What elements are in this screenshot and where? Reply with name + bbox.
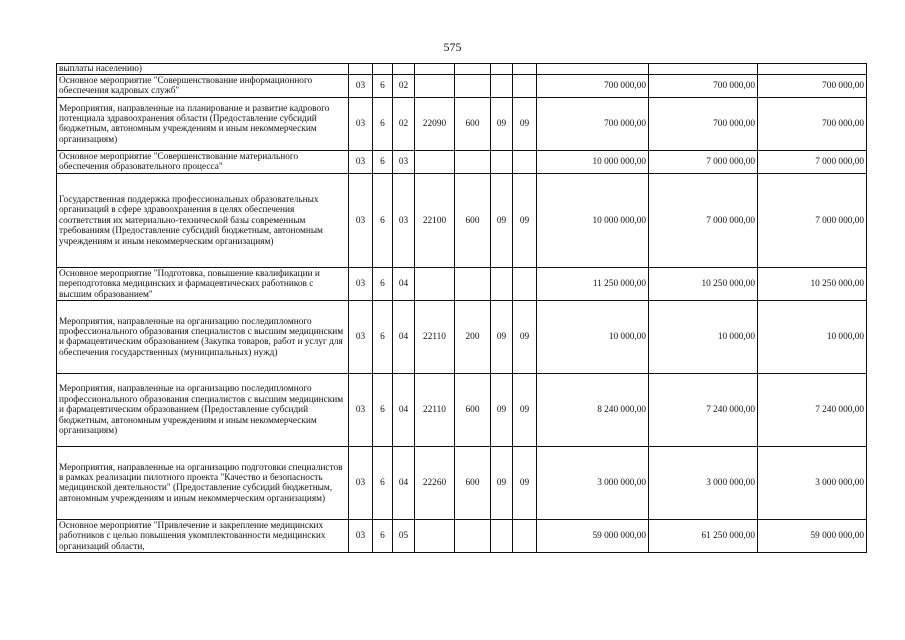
amount-year3-cell: 10 000,00 <box>758 301 867 374</box>
expense-type-cell: 200 <box>455 301 491 374</box>
amount-year3-cell <box>758 64 867 75</box>
direction-code-cell: 22110 <box>415 374 455 447</box>
section-code-cell: 09 <box>491 98 513 151</box>
expense-type-cell: 600 <box>455 374 491 447</box>
table-row <box>57 268 867 301</box>
direction-code-cell: 22110 <box>415 301 455 374</box>
program-code-cell: 03 <box>349 151 373 174</box>
table-row <box>57 64 867 75</box>
activity-code-cell: 05 <box>393 520 415 553</box>
program-code-cell: 03 <box>349 268 373 301</box>
subprogram-code-cell: 6 <box>373 520 393 553</box>
subsection-code-cell <box>513 268 537 301</box>
activity-code-cell: 04 <box>393 301 415 374</box>
subsection-code-cell <box>513 75 537 98</box>
amount-year2-cell <box>649 64 758 75</box>
program-code-cell: 03 <box>349 98 373 151</box>
page-number: 575 <box>443 40 462 54</box>
subsection-code-cell <box>513 64 537 75</box>
amount-year3-cell: 700 000,00 <box>758 98 867 151</box>
amount-year1-cell: 10 000 000,00 <box>537 151 649 174</box>
section-code-cell <box>491 268 513 301</box>
activity-code-cell: 04 <box>393 268 415 301</box>
direction-code-cell: 22090 <box>415 98 455 151</box>
direction-code-cell <box>415 64 455 75</box>
subprogram-code-cell: 6 <box>373 151 393 174</box>
activity-code-cell: 04 <box>393 447 415 520</box>
section-code-cell: 09 <box>491 301 513 374</box>
table-row <box>57 447 867 520</box>
table-row <box>57 301 867 374</box>
subsection-code-cell <box>513 151 537 174</box>
amount-year1-cell: 3 000 000,00 <box>537 447 649 520</box>
direction-code-cell <box>415 151 455 174</box>
table-row <box>57 98 867 151</box>
amount-year2-cell: 61 250 000,00 <box>649 520 758 553</box>
table-row <box>57 374 867 447</box>
amount-year2-cell: 10 250 000,00 <box>649 268 758 301</box>
expense-type-cell: 600 <box>455 98 491 151</box>
amount-year1-cell: 700 000,00 <box>537 75 649 98</box>
expense-type-cell: 600 <box>455 174 491 268</box>
table-row <box>57 520 867 553</box>
program-name-cell: Мероприятия, направленные на планирование и развитие кадрового потенциала здравоохранения области (Предоставление субсидий бюджетным, автономным учреждениям и иным некоммерческим организациям) <box>57 98 349 151</box>
activity-code-cell: 02 <box>393 75 415 98</box>
amount-year1-cell: 10 000,00 <box>537 301 649 374</box>
program-name-cell: Основное мероприятие "Совершенствование информационного обеспечения кадровых служб" <box>57 75 349 98</box>
program-name-cell: Основное мероприятие "Совершенствование материального обеспечения образовательного процесса" <box>57 151 349 174</box>
amount-year3-cell: 7 240 000,00 <box>758 374 867 447</box>
subsection-code-cell: 09 <box>513 447 537 520</box>
amount-year1-cell: 11 250 000,00 <box>537 268 649 301</box>
program-code-cell: 03 <box>349 374 373 447</box>
amount-year3-cell: 7 000 000,00 <box>758 174 867 268</box>
program-name-cell: выплаты населению) <box>57 64 349 75</box>
expense-type-cell <box>455 268 491 301</box>
direction-code-cell <box>415 520 455 553</box>
section-code-cell <box>491 75 513 98</box>
subprogram-code-cell <box>373 64 393 75</box>
program-code-cell <box>349 64 373 75</box>
section-code-cell: 09 <box>491 174 513 268</box>
amount-year3-cell: 7 000 000,00 <box>758 151 867 174</box>
table-row <box>57 75 867 98</box>
amount-year2-cell: 700 000,00 <box>649 75 758 98</box>
amount-year2-cell: 7 240 000,00 <box>649 374 758 447</box>
amount-year2-cell: 10 000,00 <box>649 301 758 374</box>
section-code-cell: 09 <box>491 374 513 447</box>
amount-year2-cell: 7 000 000,00 <box>649 174 758 268</box>
direction-code-cell: 22260 <box>415 447 455 520</box>
subsection-code-cell <box>513 520 537 553</box>
program-code-cell: 03 <box>349 520 373 553</box>
section-code-cell <box>491 151 513 174</box>
subsection-code-cell: 09 <box>513 98 537 151</box>
amount-year2-cell: 3 000 000,00 <box>649 447 758 520</box>
expense-type-cell: 600 <box>455 447 491 520</box>
activity-code-cell: 04 <box>393 374 415 447</box>
direction-code-cell <box>415 75 455 98</box>
subprogram-code-cell: 6 <box>373 98 393 151</box>
amount-year1-cell <box>537 64 649 75</box>
amount-year1-cell: 10 000 000,00 <box>537 174 649 268</box>
program-code-cell: 03 <box>349 75 373 98</box>
direction-code-cell <box>415 268 455 301</box>
subsection-code-cell: 09 <box>513 374 537 447</box>
program-code-cell: 03 <box>349 447 373 520</box>
section-code-cell <box>491 64 513 75</box>
amount-year3-cell: 59 000 000,00 <box>758 520 867 553</box>
expense-type-cell <box>455 151 491 174</box>
expense-type-cell <box>455 75 491 98</box>
program-code-cell: 03 <box>349 174 373 268</box>
activity-code-cell: 02 <box>393 98 415 151</box>
direction-code-cell: 22100 <box>415 174 455 268</box>
subsection-code-cell: 09 <box>513 174 537 268</box>
table-row <box>57 174 867 268</box>
program-name-cell: Основное мероприятие "Привлечение и закрепление медицинских работников с целью повышения укомплектованности медицинских организаций области, <box>57 520 349 553</box>
subprogram-code-cell: 6 <box>373 301 393 374</box>
program-name-cell: Основное мероприятие "Подготовка, повышение квалификации и переподготовка медицинских и фармацевтических работников с высшим образованием" <box>57 268 349 301</box>
program-code-cell: 03 <box>349 301 373 374</box>
amount-year2-cell: 7 000 000,00 <box>649 151 758 174</box>
subprogram-code-cell: 6 <box>373 174 393 268</box>
amount-year1-cell: 700 000,00 <box>537 98 649 151</box>
table-row <box>57 151 867 174</box>
amount-year2-cell: 700 000,00 <box>649 98 758 151</box>
subprogram-code-cell: 6 <box>373 75 393 98</box>
amount-year1-cell: 59 000 000,00 <box>537 520 649 553</box>
program-name-cell: Государственная поддержка профессиональных образовательных организаций в сфере здравоохранения в целях обеспечения соответствия их материально-технической базы современным требованиям (Предоставление субсидий бюджетным, автономным учреждениям и иным некоммерческим организациям) <box>57 174 349 268</box>
subprogram-code-cell: 6 <box>373 374 393 447</box>
subprogram-code-cell: 6 <box>373 447 393 520</box>
program-name-cell: Мероприятия, направленные на организацию последипломного профессионального образования специалистов с высшим медицинским и фармацевтическим образованием (Закупка товаров, работ и услуг для обеспечения государственных (муниципальных) нужд) <box>57 301 349 374</box>
subsection-code-cell: 09 <box>513 301 537 374</box>
activity-code-cell: 03 <box>393 174 415 268</box>
expense-type-cell <box>455 520 491 553</box>
section-code-cell: 09 <box>491 447 513 520</box>
program-name-cell: Мероприятия, направленные на организацию последипломного профессионального образования специалистов с высшим медицинским и фармацевтическим образованием (Предоставление субсидий бюджетным, автономным учреждениям и иным некоммерческим организациям) <box>57 374 349 447</box>
amount-year3-cell: 700 000,00 <box>758 75 867 98</box>
amount-year3-cell: 3 000 000,00 <box>758 447 867 520</box>
expense-type-cell <box>455 64 491 75</box>
subprogram-code-cell: 6 <box>373 268 393 301</box>
amount-year3-cell: 10 250 000,00 <box>758 268 867 301</box>
program-name-cell: Мероприятия, направленные на организацию подготовки специалистов в рамках реализации пилотного проекта "Качество и безопасность медицинской деятельности" (Предоставление субсидий бюджетным, автономным учреждениям и иным некоммерческим организациям) <box>57 447 349 520</box>
activity-code-cell <box>393 64 415 75</box>
budget-table <box>56 63 867 553</box>
amount-year1-cell: 8 240 000,00 <box>537 374 649 447</box>
section-code-cell <box>491 520 513 553</box>
activity-code-cell: 03 <box>393 151 415 174</box>
